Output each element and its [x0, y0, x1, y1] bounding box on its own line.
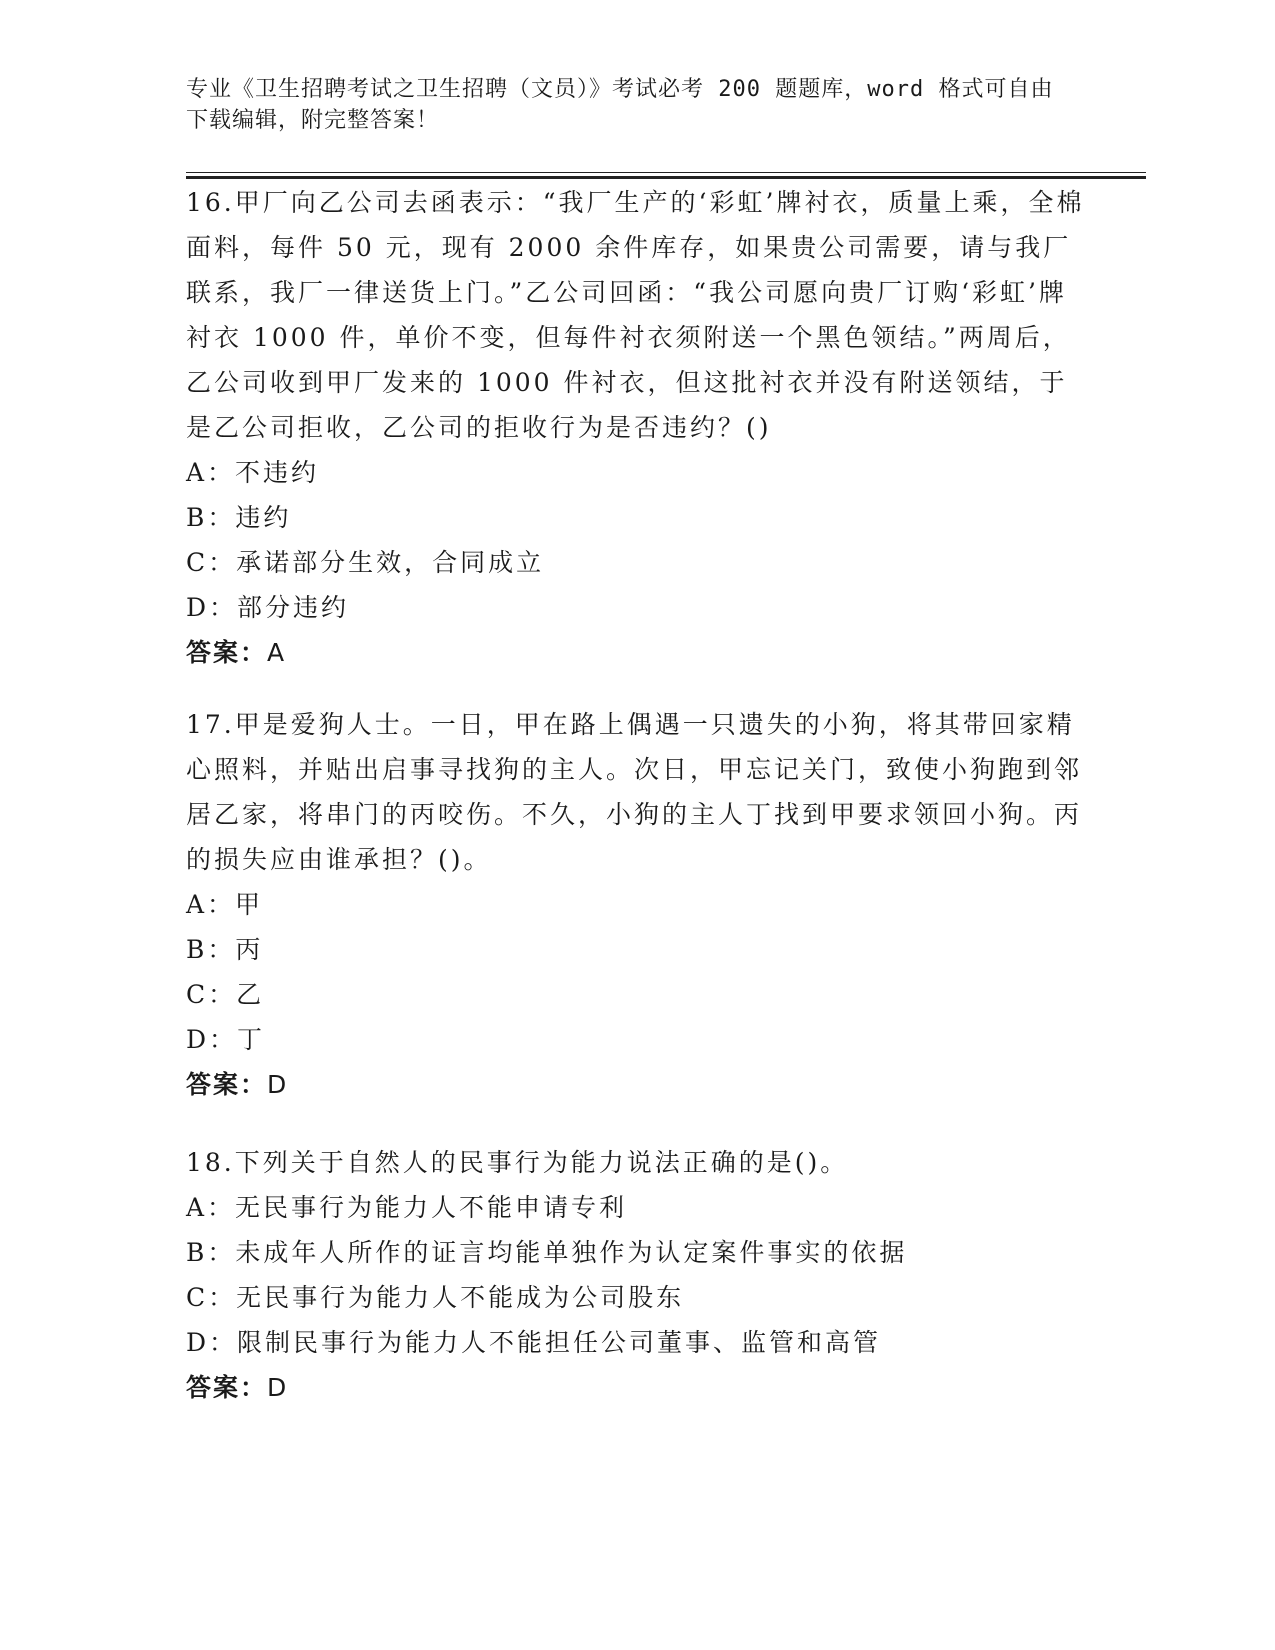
option-a: A：甲 — [186, 890, 264, 919]
question-number: 17. — [186, 710, 235, 739]
option-a: A：无民事行为能力人不能申请专利 — [186, 1193, 628, 1222]
question-stem — [186, 180, 1086, 450]
answer-label: 答案： — [186, 638, 268, 667]
option-a: A：不违约 — [186, 458, 320, 487]
option-d: D：限制民事行为能力人不能担任公司董事、监管和高管 — [186, 1328, 882, 1357]
option-b: B：违约 — [186, 503, 292, 532]
question-text: 甲厂向乙公司去函表示：“我厂生产的‘彩虹’牌衬衣，质量上乘，全棉面料，每件 50 元，现有 2000 余件库存，如果贵公司需要，请与我厂联系，我厂一律送货上门。”乙公司回函：“我公司愿向贵厂订购‘彩虹’牌衬衣 1000 件，单价不变，但每件衬衣须附送一个黑色领结。”两周后，乙公司收到甲厂发来的 1000 件衬衣，但这批衬衣并没有附送领结，于是乙公司拒收，乙公司的拒收行为是否违约？() — [186, 188, 1085, 442]
option-c: C：无民事行为能力人不能成为公司股东 — [186, 1283, 685, 1312]
answer-value: A — [267, 638, 287, 667]
answer — [186, 1062, 1086, 1107]
option-c: C：承诺部分生效，合同成立 — [186, 548, 545, 577]
answer — [186, 630, 1086, 675]
question-number: 18. — [186, 1148, 235, 1177]
question-number: 16. — [186, 188, 235, 217]
question-16 — [186, 180, 1086, 675]
answer — [186, 1365, 1086, 1410]
question-stem — [186, 1140, 1086, 1185]
option-d: D：部分违约 — [186, 593, 350, 622]
answer-label: 答案： — [186, 1070, 268, 1099]
option-b: B：未成年人所作的证言均能单独作为认定案件事实的依据 — [186, 1238, 908, 1267]
option-c: C：乙 — [186, 980, 265, 1009]
option-d: D：丁 — [186, 1025, 266, 1054]
question-stem — [186, 702, 1086, 882]
document-header: 专业《卫生招聘考试之卫生招聘（文员）》考试必考 200 题题库，word 格式可自由下载编辑，附完整答案！ — [186, 77, 1054, 133]
answer-value: D — [267, 1373, 289, 1402]
answer-label: 答案： — [186, 1373, 268, 1402]
question-text: 下列关于自然人的民事行为能力说法正确的是()。 — [234, 1148, 849, 1177]
header-divider-thick — [186, 176, 1146, 179]
header-divider-thin — [186, 172, 1146, 173]
question-text: 甲是爱狗人士。一日，甲在路上偶遇一只遗失的小狗，将其带回家精心照料，并贴出启事寻找狗的主人。次日，甲忘记关门，致使小狗跑到邻居乙家，将串门的丙咬伤。不久，小狗的主人丁找到甲要求领回小狗。丙的损失应由谁承担？()。 — [186, 710, 1083, 874]
question-18 — [186, 1140, 1086, 1410]
answer-value: D — [267, 1070, 289, 1099]
option-b: B：丙 — [186, 935, 264, 964]
question-17 — [186, 702, 1086, 1107]
